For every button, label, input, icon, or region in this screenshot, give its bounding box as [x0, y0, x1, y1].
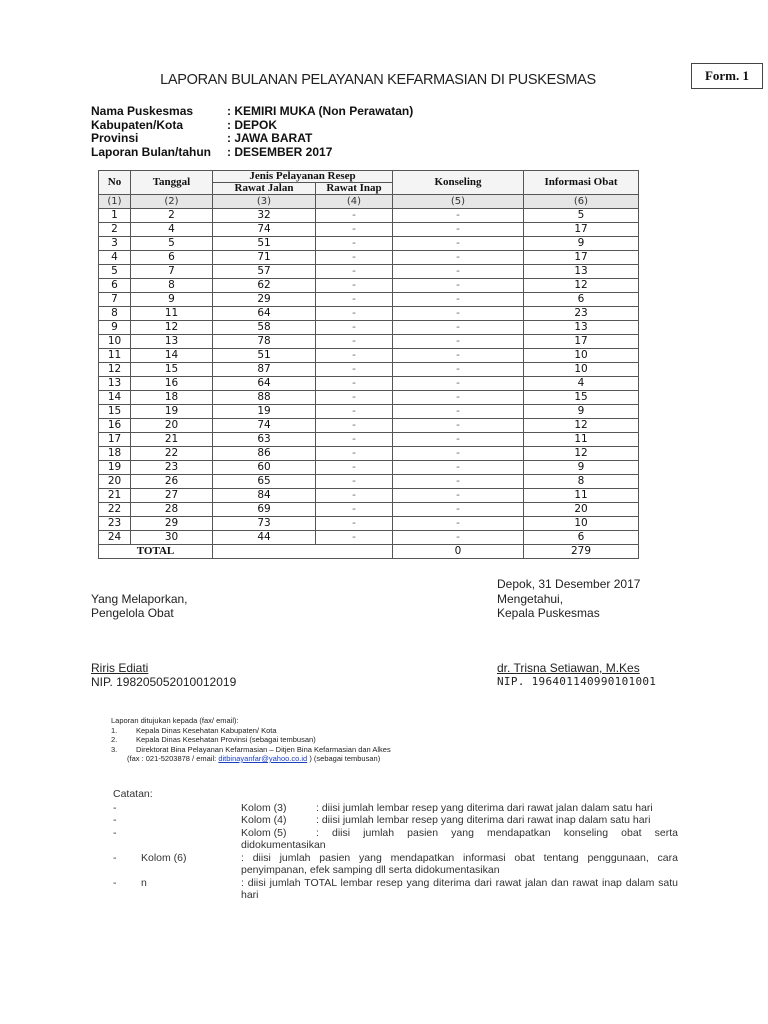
- contact-suffix: ) (sebagai tembusan): [307, 754, 381, 763]
- table-row: [99, 335, 639, 349]
- table-row: [99, 293, 639, 307]
- cell-rawat-jalan: 44: [213, 531, 316, 545]
- cell-no: 22: [99, 503, 131, 517]
- cell-konseling: -: [393, 531, 524, 545]
- cell-no: 19: [99, 461, 131, 475]
- table-row: [99, 223, 639, 237]
- cell-rawat-jalan: 19: [213, 405, 316, 419]
- cell-rawat-jalan: 78: [213, 335, 316, 349]
- cell-rawat-inap: -: [316, 461, 393, 475]
- distribution-item: [111, 745, 391, 755]
- approver-line2: Kepala Puskesmas: [497, 606, 600, 620]
- cell-rawat-inap: -: [316, 293, 393, 307]
- cell-informasi-obat: 10: [524, 363, 639, 377]
- cell-rawat-inap: -: [316, 335, 393, 349]
- note-column: Kolom (4): [241, 814, 287, 826]
- cell-tanggal: 12: [131, 321, 213, 335]
- note-dash: -: [113, 851, 117, 864]
- cell-no: 6: [99, 279, 131, 293]
- reporter-line2: Pengelola Obat: [91, 606, 174, 620]
- cell-no: 14: [99, 391, 131, 405]
- cell-rawat-inap: -: [316, 447, 393, 461]
- distribution-item-number: 2.: [111, 735, 118, 744]
- meta-value: : DESEMBER 2017: [227, 144, 333, 159]
- form-number-badge: Form. 1: [691, 63, 763, 89]
- cell-informasi-obat: 13: [524, 265, 639, 279]
- cell-tanggal: 9: [131, 293, 213, 307]
- cell-informasi-obat: 15: [524, 391, 639, 405]
- cell-informasi-obat: 11: [524, 433, 639, 447]
- cell-rawat-jalan: 64: [213, 377, 316, 391]
- table-row: [99, 265, 639, 279]
- cell-informasi-obat: 23: [524, 307, 639, 321]
- meta-row: [91, 146, 413, 160]
- approver-name-text: dr. Trisna Setiawan, M.Kes: [497, 661, 640, 675]
- cell-rawat-jalan: 51: [213, 237, 316, 251]
- cell-no: 11: [99, 349, 131, 363]
- cell-no: 3: [99, 237, 131, 251]
- cell-tanggal: 18: [131, 391, 213, 405]
- approver-line1: Mengetahui,: [497, 592, 564, 606]
- cell-konseling: -: [393, 251, 524, 265]
- cell-konseling: -: [393, 237, 524, 251]
- cell-tanggal: 20: [131, 419, 213, 433]
- cell-konseling: -: [393, 447, 524, 461]
- cell-tanggal: 15: [131, 363, 213, 377]
- table-row: [99, 391, 639, 405]
- cell-konseling: -: [393, 307, 524, 321]
- table-row: [99, 251, 639, 265]
- total-label: TOTAL: [99, 545, 213, 559]
- report-title-text: LAPORAN BULANAN PELAYANAN KEFARMASIAN DI PUSKESMAS: [160, 72, 596, 88]
- cell-no: 5: [99, 265, 131, 279]
- table-row: [99, 237, 639, 251]
- table-body: [99, 195, 639, 559]
- cell-rawat-inap: -: [316, 237, 393, 251]
- cell-no: 12: [99, 363, 131, 377]
- cell-rawat-inap: -: [316, 489, 393, 503]
- cell-rawat-inap: -: [316, 377, 393, 391]
- cell-informasi-obat: 6: [524, 293, 639, 307]
- cell-rawat-jalan: 74: [213, 223, 316, 237]
- cell-konseling: -: [393, 349, 524, 363]
- table-row: [99, 517, 639, 531]
- meta-label: Nama Puskesmas: [91, 104, 194, 118]
- column-number: (1): [99, 195, 131, 209]
- total-row: [99, 545, 639, 559]
- column-number-row: [99, 195, 639, 209]
- cell-informasi-obat: 10: [524, 349, 639, 363]
- cell-konseling: -: [393, 321, 524, 335]
- cell-konseling: -: [393, 265, 524, 279]
- total-informasi-obat: 279: [524, 545, 639, 559]
- cell-informasi-obat: 12: [524, 447, 639, 461]
- cell-konseling: -: [393, 377, 524, 391]
- cell-tanggal: 29: [131, 517, 213, 531]
- total-resep: [213, 545, 393, 559]
- cell-informasi-obat: 6: [524, 531, 639, 545]
- notes-section: [113, 788, 678, 902]
- table-row: [99, 489, 639, 503]
- cell-informasi-obat: 17: [524, 335, 639, 349]
- distribution-item-number: 3.: [111, 744, 118, 754]
- cell-rawat-jalan: 65: [213, 475, 316, 489]
- meta-value: : DEPOK: [227, 117, 278, 132]
- cell-rawat-jalan: 87: [213, 363, 316, 377]
- note-body: [241, 814, 678, 827]
- total-konseling: 0: [393, 545, 524, 559]
- cell-rawat-jalan: 32: [213, 209, 316, 223]
- cell-informasi-obat: 20: [524, 503, 639, 517]
- cell-informasi-obat: 4: [524, 377, 639, 391]
- table-row: [99, 419, 639, 433]
- cell-tanggal: 19: [131, 405, 213, 419]
- cell-rawat-jalan: 74: [213, 419, 316, 433]
- cell-rawat-inap: -: [316, 209, 393, 223]
- table-row: [99, 531, 639, 545]
- table-row: [99, 321, 639, 335]
- cell-konseling: -: [393, 475, 524, 489]
- column-number: (6): [524, 195, 639, 209]
- header-no: No: [99, 171, 131, 195]
- column-number: (4): [316, 195, 393, 209]
- meta-row: [91, 132, 413, 146]
- cell-informasi-obat: 11: [524, 489, 639, 503]
- report-meta: [91, 105, 413, 159]
- cell-konseling: -: [393, 335, 524, 349]
- table-row: [99, 405, 639, 419]
- cell-no: 4: [99, 251, 131, 265]
- note-item: [113, 852, 678, 877]
- cell-no: 7: [99, 293, 131, 307]
- cell-konseling: -: [393, 363, 524, 377]
- email-link[interactable]: ditbinayanfar@yahoo.co.id: [218, 754, 308, 763]
- cell-rawat-jalan: 63: [213, 433, 316, 447]
- cell-informasi-obat: 5: [524, 209, 639, 223]
- note-dash: -: [113, 826, 117, 839]
- cell-rawat-jalan: 86: [213, 447, 316, 461]
- cell-rawat-inap: -: [316, 419, 393, 433]
- cell-rawat-jalan: 73: [213, 517, 316, 531]
- cell-rawat-inap: -: [316, 503, 393, 517]
- meta-label: Laporan Bulan/tahun: [91, 144, 211, 159]
- cell-rawat-inap: -: [316, 433, 393, 447]
- distribution-item-text: Kepala Dinas Kesehatan Provinsi (sebagai tembusan): [136, 735, 316, 744]
- meta-row: [91, 105, 413, 119]
- cell-konseling: -: [393, 461, 524, 475]
- cell-konseling: -: [393, 279, 524, 293]
- distribution-contact: [111, 754, 391, 764]
- cell-rawat-jalan: 51: [213, 349, 316, 363]
- cell-rawat-jalan: 64: [213, 307, 316, 321]
- cell-tanggal: 7: [131, 265, 213, 279]
- cell-informasi-obat: 13: [524, 321, 639, 335]
- table-row: [99, 279, 639, 293]
- cell-no: 2: [99, 223, 131, 237]
- note-dash: -: [113, 876, 117, 889]
- note-desc: : diisi jumlah pasien yang mendapatkan informasi obat tentang penggunaan, cara penyimpanan, efek samping dll serta didokumentasikan: [241, 851, 678, 876]
- cell-tanggal: 21: [131, 433, 213, 447]
- cell-tanggal: 5: [131, 237, 213, 251]
- note-desc: : diisi jumlah pasien yang mendapatkan konseling obat serta didokumentasikan: [241, 826, 678, 851]
- cell-no: 9: [99, 321, 131, 335]
- cell-konseling: -: [393, 503, 524, 517]
- note-desc: : diisi jumlah lembar resep yang diterima dari rawat jalan dalam satu hari: [316, 801, 653, 814]
- note-dash: -: [113, 814, 117, 826]
- note-item: [113, 802, 678, 815]
- table-row: [99, 503, 639, 517]
- cell-tanggal: 14: [131, 349, 213, 363]
- cell-rawat-inap: -: [316, 405, 393, 419]
- cell-informasi-obat: 10: [524, 517, 639, 531]
- place-date: Depok, 31 Desember 2017: [497, 577, 641, 591]
- cell-informasi-obat: 12: [524, 279, 639, 293]
- distribution-heading: Laporan ditujukan kepada (fax/ email):: [111, 716, 239, 725]
- distribution-item-number: 1.: [111, 725, 118, 735]
- cell-tanggal: 6: [131, 251, 213, 265]
- cell-rawat-inap: -: [316, 321, 393, 335]
- note-item: [113, 814, 678, 827]
- report-title: [0, 72, 768, 88]
- cell-rawat-inap: -: [316, 251, 393, 265]
- meta-label: Kabupaten/Kota: [91, 117, 184, 132]
- table-row: [99, 475, 639, 489]
- header-jenis-pelayanan: Jenis Pelayanan Resep: [213, 171, 393, 183]
- note-column: Kolom (6): [141, 851, 187, 864]
- table-row: [99, 209, 639, 223]
- cell-informasi-obat: 8: [524, 475, 639, 489]
- cell-tanggal: 8: [131, 279, 213, 293]
- note-body: [241, 827, 678, 852]
- column-number: (2): [131, 195, 213, 209]
- cell-no: 18: [99, 447, 131, 461]
- cell-rawat-inap: -: [316, 517, 393, 531]
- cell-rawat-inap: -: [316, 265, 393, 279]
- approver-nip: NIP. 196401140990101001: [497, 675, 657, 688]
- distribution-list: [111, 716, 391, 764]
- cell-konseling: -: [393, 517, 524, 531]
- cell-tanggal: 2: [131, 209, 213, 223]
- reporter-nip: NIP. 198205052010012019: [91, 675, 237, 689]
- cell-no: 16: [99, 419, 131, 433]
- cell-tanggal: 30: [131, 531, 213, 545]
- table-row: [99, 447, 639, 461]
- cell-rawat-inap: -: [316, 307, 393, 321]
- distribution-item-text: Direktorat Bina Pelayanan Kefarmasian – Ditjen Bina Kefarmasian dan Alkes: [136, 744, 391, 754]
- meta-row: [91, 119, 413, 133]
- reporter-line1: Yang Melaporkan,: [91, 592, 188, 606]
- cell-no: 13: [99, 377, 131, 391]
- cell-informasi-obat: 17: [524, 223, 639, 237]
- header-tanggal: Tanggal: [131, 171, 213, 195]
- cell-no: 15: [99, 405, 131, 419]
- cell-no: 21: [99, 489, 131, 503]
- meta-label: Provinsi: [91, 131, 139, 145]
- cell-rawat-inap: -: [316, 349, 393, 363]
- meta-value: : JAWA BARAT: [227, 131, 313, 145]
- cell-konseling: -: [393, 209, 524, 223]
- cell-informasi-obat: 9: [524, 237, 639, 251]
- cell-tanggal: 16: [131, 377, 213, 391]
- header-informasi-obat: Informasi Obat: [524, 171, 639, 195]
- note-item: [113, 877, 678, 902]
- column-number: (3): [213, 195, 316, 209]
- note-body: [241, 802, 678, 815]
- cell-informasi-obat: 9: [524, 405, 639, 419]
- header-konseling: Konseling: [393, 171, 524, 195]
- cell-konseling: -: [393, 433, 524, 447]
- notes-heading: Catatan:: [113, 788, 153, 800]
- table-row: [99, 363, 639, 377]
- cell-no: 10: [99, 335, 131, 349]
- cell-no: 8: [99, 307, 131, 321]
- note-column: Kolom (5): [241, 826, 287, 839]
- distribution-item-text: Kepala Dinas Kesehatan Kabupaten/ Kota: [136, 725, 277, 735]
- reporter-name: [91, 661, 148, 675]
- cell-rawat-jalan: 88: [213, 391, 316, 405]
- cell-konseling: -: [393, 489, 524, 503]
- table-row: [99, 461, 639, 475]
- cell-no: 23: [99, 517, 131, 531]
- header-rawat-inap: Rawat Inap: [316, 183, 393, 195]
- cell-konseling: -: [393, 223, 524, 237]
- meta-value: : KEMIRI MUKA (Non Perawatan): [227, 104, 414, 118]
- table-row: [99, 349, 639, 363]
- cell-rawat-jalan: 58: [213, 321, 316, 335]
- cell-informasi-obat: 9: [524, 461, 639, 475]
- cell-tanggal: 28: [131, 503, 213, 517]
- note-column: n: [141, 876, 147, 889]
- cell-rawat-jalan: 71: [213, 251, 316, 265]
- cell-tanggal: 22: [131, 447, 213, 461]
- note-dash: -: [113, 801, 117, 814]
- cell-no: 24: [99, 531, 131, 545]
- cell-informasi-obat: 17: [524, 251, 639, 265]
- column-number: (5): [393, 195, 524, 209]
- cell-rawat-jalan: 29: [213, 293, 316, 307]
- cell-no: 1: [99, 209, 131, 223]
- cell-tanggal: 4: [131, 223, 213, 237]
- table-row: [99, 377, 639, 391]
- cell-konseling: -: [393, 391, 524, 405]
- distribution-item: [111, 726, 391, 736]
- note-item: [113, 827, 678, 852]
- cell-konseling: -: [393, 405, 524, 419]
- note-desc: : diisi jumlah lembar resep yang diterima dari rawat inap dalam satu hari: [316, 814, 651, 826]
- cell-tanggal: 11: [131, 307, 213, 321]
- cell-tanggal: 23: [131, 461, 213, 475]
- cell-rawat-inap: -: [316, 391, 393, 405]
- table-row: [99, 433, 639, 447]
- cell-no: 20: [99, 475, 131, 489]
- cell-tanggal: 13: [131, 335, 213, 349]
- service-report-table: [98, 170, 639, 559]
- reporter-name-text: Riris Ediati: [91, 661, 149, 675]
- cell-informasi-obat: 12: [524, 419, 639, 433]
- note-column: Kolom (3): [241, 801, 287, 814]
- cell-rawat-inap: -: [316, 279, 393, 293]
- cell-rawat-inap: -: [316, 475, 393, 489]
- cell-rawat-jalan: 62: [213, 279, 316, 293]
- cell-rawat-jalan: 69: [213, 503, 316, 517]
- cell-rawat-jalan: 84: [213, 489, 316, 503]
- cell-rawat-inap: -: [316, 223, 393, 237]
- cell-rawat-inap: -: [316, 531, 393, 545]
- contact-prefix: (fax : 021-5203878 / email:: [127, 754, 219, 763]
- cell-no: 17: [99, 433, 131, 447]
- cell-konseling: -: [393, 419, 524, 433]
- cell-tanggal: 27: [131, 489, 213, 503]
- cell-konseling: -: [393, 293, 524, 307]
- table-row: [99, 307, 639, 321]
- distribution-item: [111, 735, 391, 745]
- cell-rawat-inap: -: [316, 363, 393, 377]
- header-rawat-jalan: Rawat Jalan: [213, 183, 316, 195]
- approver-name: [497, 661, 640, 675]
- cell-rawat-jalan: 60: [213, 461, 316, 475]
- cell-rawat-jalan: 57: [213, 265, 316, 279]
- note-desc: : diisi jumlah TOTAL lembar resep yang diterima dari rawat jalan dan rawat inap dalam satu hari: [241, 876, 678, 901]
- cell-tanggal: 26: [131, 475, 213, 489]
